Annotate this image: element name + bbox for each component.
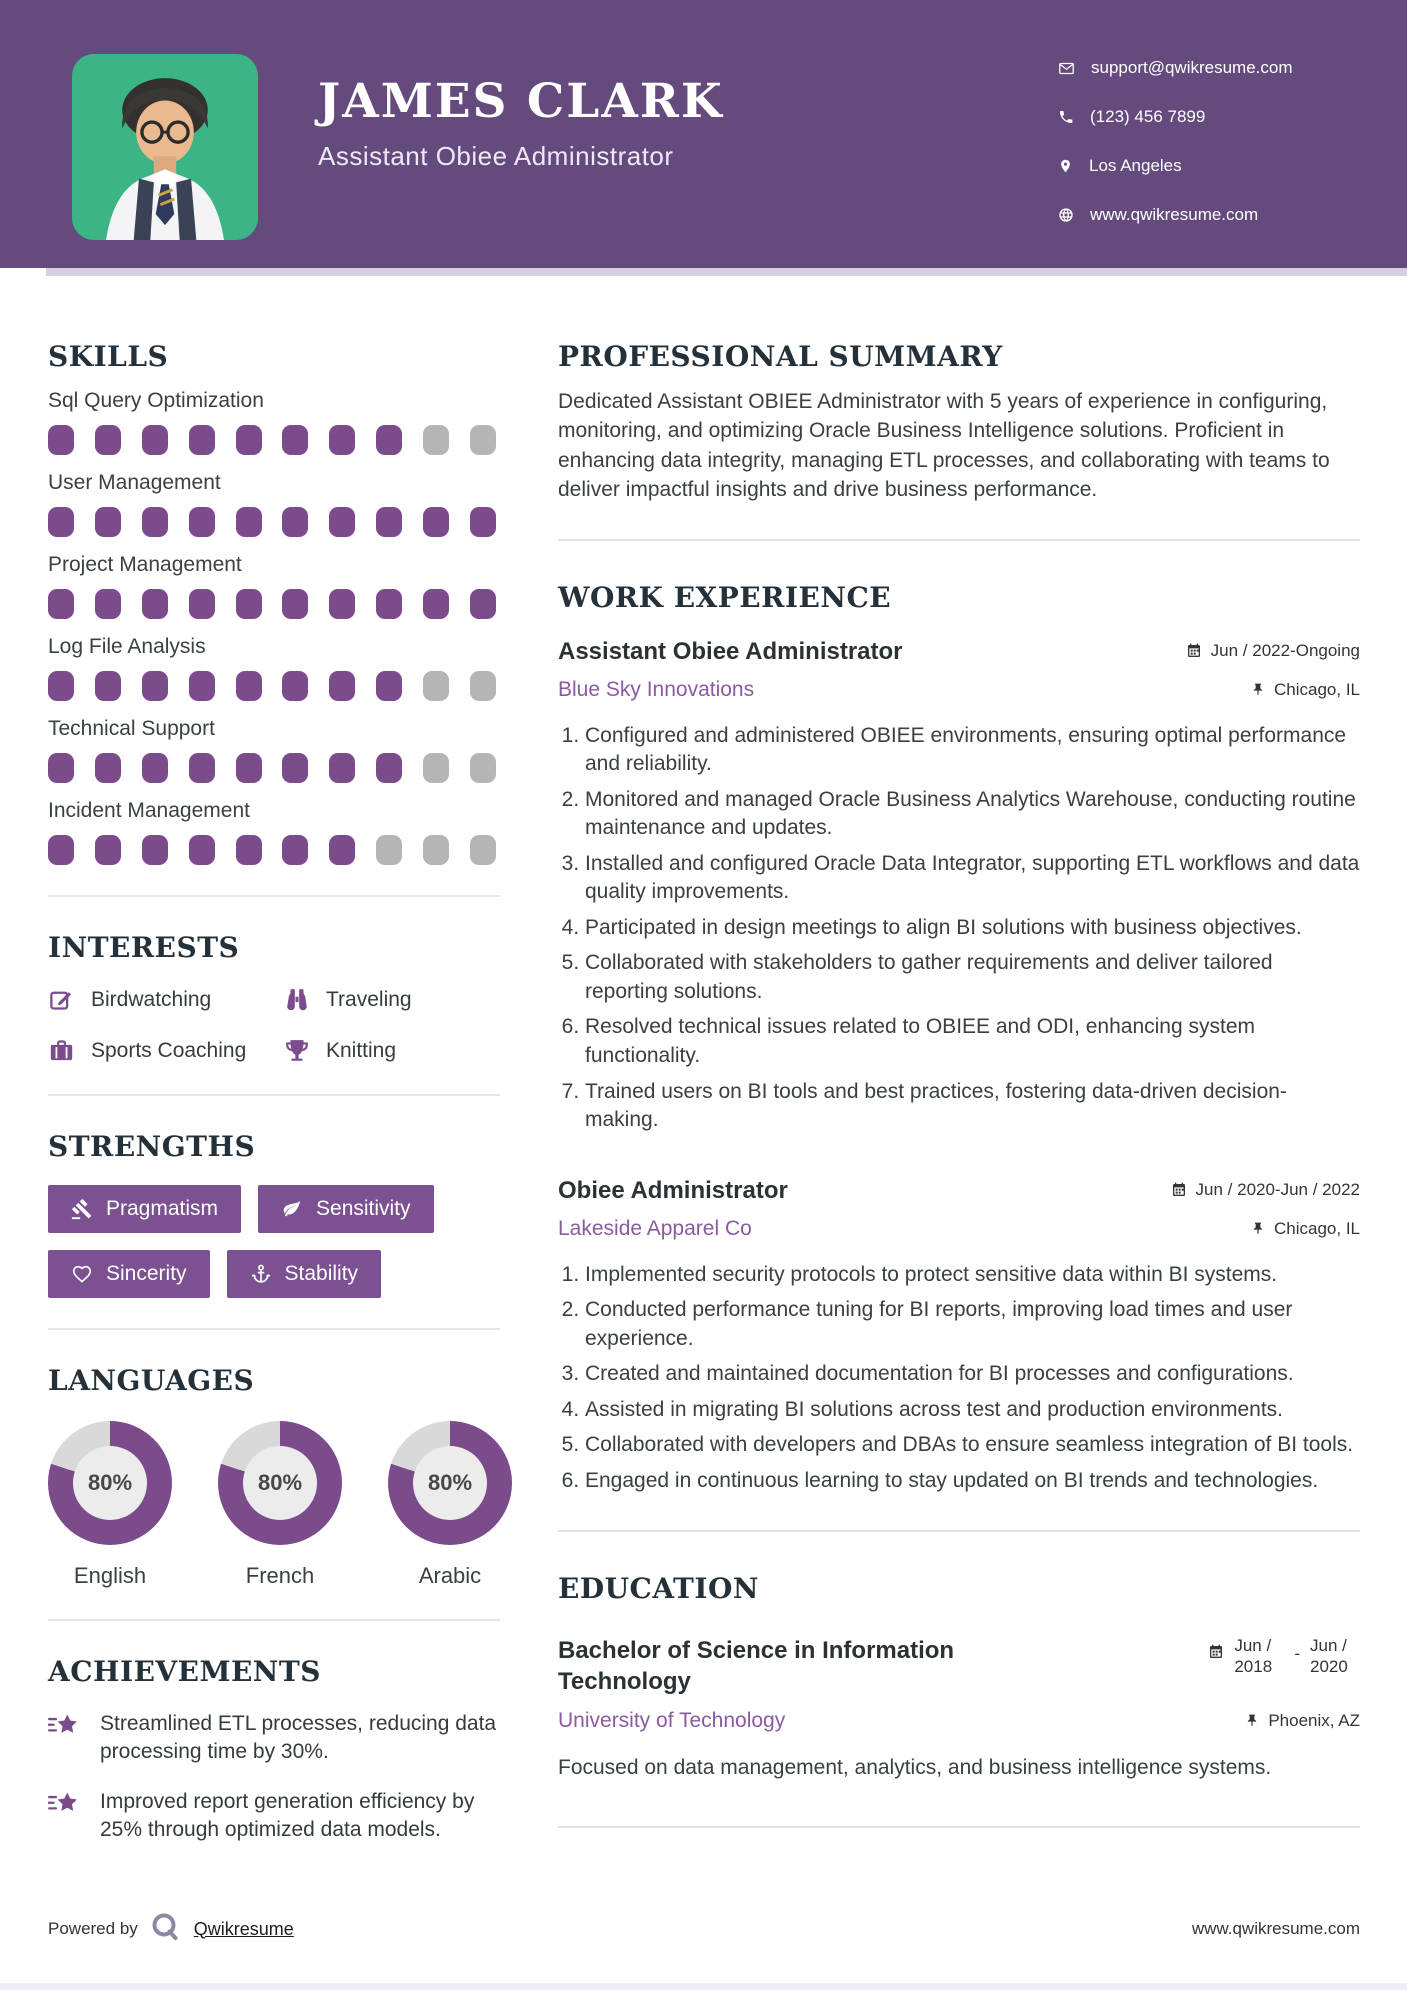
- skills-heading: SKILLS: [48, 340, 169, 373]
- education-dates: [1208, 1635, 1360, 1678]
- bullet-item: 1. Configured and administered OBIEE environments, ensuring optimal performance and reliability.: [585, 722, 1360, 779]
- skill-dot-empty: [423, 671, 449, 701]
- skill-dot-filled: [48, 671, 74, 701]
- interest-label: Traveling: [326, 987, 412, 1011]
- header-band: [0, 0, 1407, 268]
- skill-row: [48, 389, 500, 455]
- skill-dot-filled: [329, 671, 355, 701]
- shooting-star-icon: [48, 1712, 82, 1742]
- skill-dot-filled: [236, 671, 262, 701]
- language-percent: 80%: [243, 1446, 317, 1520]
- skill-rating: [48, 753, 496, 783]
- achievement-text: Streamlined ETL processes, reducing data processing time by 30%.: [100, 1712, 497, 1763]
- skill-dot-filled: [48, 753, 74, 783]
- skill-dot-filled: [282, 589, 308, 619]
- skill-row: [48, 553, 500, 619]
- calendar-icon: [1186, 643, 1202, 659]
- bullet-item: 4. Assisted in migrating BI solutions across test and production environments.: [585, 1396, 1360, 1425]
- interest-item: [48, 1037, 284, 1064]
- leaf-icon: [281, 1198, 303, 1220]
- skill-dot-filled: [142, 425, 168, 455]
- job-location: [1251, 1219, 1360, 1239]
- language-label: English: [73, 1563, 147, 1588]
- interests-list: [48, 986, 500, 1064]
- contact-location: [1058, 156, 1293, 176]
- qwikresume-logo: [150, 1912, 182, 1946]
- strength-pill: [48, 1250, 210, 1298]
- interest-label: Knitting: [326, 1038, 397, 1062]
- skill-dot-filled: [142, 507, 168, 537]
- person-name: JAMES CLARK: [318, 74, 724, 129]
- education-location-text: Phoenix, AZ: [1268, 1710, 1360, 1730]
- bullet-item: 6. Resolved technical issues related to OBIEE and ODI, enhancing system functionality.: [585, 1013, 1360, 1070]
- interests-heading: INTERESTS: [48, 931, 240, 964]
- skill-dot-filled: [329, 507, 355, 537]
- skill-dot-filled: [95, 425, 121, 455]
- pushpin-icon: [1251, 682, 1265, 697]
- language-donut: [218, 1421, 342, 1545]
- strength-pill: [48, 1185, 241, 1233]
- skill-dot-filled: [282, 425, 308, 455]
- briefcase-icon: [48, 1037, 75, 1064]
- skill-dot-empty: [470, 753, 496, 783]
- section-divider: [48, 895, 500, 897]
- pushpin-icon: [1245, 1713, 1259, 1728]
- skill-label: Log File Analysis: [48, 635, 206, 658]
- skill-dot-filled: [236, 507, 262, 537]
- skill-row: [48, 635, 500, 701]
- education-end-date: Jun / 2020: [1310, 1635, 1348, 1676]
- main-column: [558, 340, 1360, 1868]
- skill-dot-filled: [95, 753, 121, 783]
- job-bullet-list: [558, 722, 1360, 1135]
- skill-dot-filled: [423, 589, 449, 619]
- language-donut: [388, 1421, 512, 1545]
- skill-dot-filled: [236, 835, 262, 865]
- gavel-icon: [71, 1198, 93, 1220]
- skills-list: [48, 389, 500, 865]
- education-location: [1245, 1711, 1360, 1731]
- skill-label: Project Management: [48, 553, 242, 576]
- strengths-list: [48, 1185, 500, 1298]
- job-date-text: Jun / 2022-Ongoing: [1210, 640, 1360, 660]
- location-icon: [1058, 158, 1073, 174]
- skill-dot-filled: [142, 671, 168, 701]
- contact-location-text: Los Angeles: [1089, 156, 1182, 175]
- skill-dot-filled: [282, 753, 308, 783]
- bullet-item: 6. Engaged in continuous learning to stay updated on BI trends and technologies.: [585, 1467, 1360, 1496]
- header-underline: [46, 268, 1407, 276]
- strength-label: Pragmatism: [106, 1197, 219, 1220]
- skill-dot-filled: [95, 671, 121, 701]
- skill-row: [48, 471, 500, 537]
- contact-website: [1058, 205, 1293, 225]
- trophy-icon: [284, 1038, 310, 1064]
- contact-list: [1058, 58, 1293, 225]
- skill-dot-filled: [48, 589, 74, 619]
- skill-dot-filled: [376, 753, 402, 783]
- strength-label: Sensitivity: [316, 1197, 411, 1220]
- skill-label: Technical Support: [48, 717, 215, 740]
- skill-rating: [48, 835, 496, 865]
- job-date: [1186, 641, 1360, 661]
- contact-email: [1058, 58, 1293, 78]
- binoculars-icon: [284, 987, 310, 1013]
- degree-title: Bachelor of Science in Information Technology: [558, 1636, 955, 1695]
- skill-row: [48, 799, 500, 865]
- skill-dot-filled: [376, 507, 402, 537]
- education-start-date: Jun / 2018: [1234, 1635, 1273, 1676]
- job-location: [1251, 680, 1360, 700]
- anchor-icon: [250, 1263, 272, 1285]
- summary-heading: PROFESSIONAL SUMMARY: [558, 340, 1003, 373]
- skill-dot-empty: [470, 671, 496, 701]
- sidebar: [48, 340, 500, 1868]
- skill-dot-filled: [48, 835, 74, 865]
- strength-pill: [258, 1185, 434, 1233]
- job-location-text: Chicago, IL: [1274, 679, 1360, 699]
- skill-dot-filled: [48, 425, 74, 455]
- page-bottom-strip: [0, 1983, 1407, 1990]
- skill-dot-filled: [189, 507, 215, 537]
- date-separator: -: [1294, 1643, 1300, 1663]
- powered-by-label: Powered by: [48, 1919, 138, 1938]
- job-location-text: Chicago, IL: [1274, 1218, 1360, 1238]
- section-divider: [48, 1328, 500, 1330]
- languages-heading: LANGUAGES: [48, 1364, 255, 1397]
- interest-item: [284, 986, 500, 1013]
- education-heading: EDUCATION: [558, 1571, 759, 1605]
- achievement-text: Improved report generation efficiency by 25% through optimized data models.: [100, 1789, 475, 1841]
- achievement-item: [48, 1710, 500, 1766]
- job-entry: [558, 638, 1360, 1135]
- company-name: Blue Sky Innovations: [558, 677, 755, 701]
- profile-photo: [72, 54, 258, 240]
- language-donut: [48, 1421, 172, 1545]
- job-bullet-list: [558, 1261, 1360, 1496]
- strength-pill: [227, 1250, 382, 1298]
- language-item: [218, 1421, 342, 1589]
- bullet-item: 3. Created and maintained documentation for BI processes and configurations.: [585, 1360, 1360, 1389]
- language-label: Arabic: [418, 1563, 482, 1588]
- language-percent: 80%: [413, 1446, 487, 1520]
- skill-dot-filled: [329, 753, 355, 783]
- skill-dot-filled: [189, 835, 215, 865]
- skill-dot-filled: [282, 507, 308, 537]
- company-name: Lakeside Apparel Co: [558, 1216, 752, 1240]
- education-entry: [558, 1635, 1360, 1697]
- skill-dot-filled: [470, 589, 496, 619]
- skill-dot-filled: [189, 671, 215, 701]
- skill-dot-filled: [236, 753, 262, 783]
- school-name: University of Technology: [558, 1708, 786, 1732]
- calendar-icon: [1208, 1644, 1224, 1660]
- language-percent: 80%: [73, 1446, 147, 1520]
- interest-item: [284, 1037, 500, 1064]
- skill-dot-empty: [423, 835, 449, 865]
- section-divider: [558, 1826, 1360, 1828]
- skill-dot-filled: [95, 835, 121, 865]
- edit-pencil-icon: [48, 986, 75, 1013]
- skill-dot-filled: [95, 507, 121, 537]
- skill-dot-filled: [329, 425, 355, 455]
- skill-dot-filled: [376, 589, 402, 619]
- achievements-list: [48, 1710, 500, 1844]
- bullet-item: 5. Collaborated with developers and DBAs to ensure seamless integration of BI tools.: [585, 1431, 1360, 1460]
- skill-dot-filled: [48, 507, 74, 537]
- skill-dot-filled: [470, 507, 496, 537]
- skill-dot-filled: [189, 589, 215, 619]
- job-date-text: Jun / 2020-Jun / 2022: [1195, 1179, 1360, 1199]
- skill-rating: [48, 507, 496, 537]
- languages-list: [48, 1421, 500, 1589]
- skill-dot-empty: [470, 835, 496, 865]
- section-divider: [558, 539, 1360, 541]
- skill-dot-filled: [282, 671, 308, 701]
- skill-dot-empty: [423, 425, 449, 455]
- skill-dot-empty: [470, 425, 496, 455]
- footer-url: www.qwikresume.com: [1191, 1919, 1360, 1938]
- bullet-item: 3. Installed and configured Oracle Data Integrator, supporting ETL workflows and data quality improvements.: [585, 850, 1360, 907]
- skill-dot-filled: [142, 753, 168, 783]
- skill-label: Sql Query Optimization: [48, 389, 264, 412]
- qwikresume-link[interactable]: Qwikresume: [193, 1918, 294, 1939]
- skill-label: User Management: [48, 471, 221, 494]
- skill-label: Incident Management: [48, 799, 250, 822]
- skill-rating: [48, 671, 496, 701]
- bullet-item: 2. Monitored and managed Oracle Business Analytics Warehouse, conducting routine maintenance and updates.: [585, 786, 1360, 843]
- section-divider: [48, 1619, 500, 1621]
- contact-email-text: support@qwikresume.com: [1091, 58, 1293, 77]
- skill-dot-filled: [329, 589, 355, 619]
- skill-dot-filled: [189, 425, 215, 455]
- interest-label: Birdwatching: [91, 987, 212, 1011]
- skill-dot-filled: [189, 753, 215, 783]
- bullet-item: 7. Trained users on BI tools and best practices, fostering data-driven decision-making.: [585, 1078, 1360, 1135]
- language-item: [388, 1421, 512, 1589]
- bullet-item: 4. Participated in design meetings to align BI solutions with business objectives.: [585, 914, 1360, 943]
- pushpin-icon: [1251, 1221, 1265, 1236]
- section-divider: [48, 1094, 500, 1096]
- section-divider: [558, 1530, 1360, 1532]
- language-item: [48, 1421, 172, 1589]
- skill-dot-filled: [282, 835, 308, 865]
- job-date: [1171, 1180, 1360, 1200]
- summary-text: Dedicated Assistant OBIEE Administrator with 5 years of experience in configuring, monitoring, and optimizing Oracle Business Intelligence solutions. Proficient in enhancing data integrity, managing ETL processes, and collaborating with teams to deliver impactful insights and drive business performance.: [558, 390, 1330, 502]
- skill-dot-filled: [236, 589, 262, 619]
- interest-item: [48, 986, 284, 1013]
- achievements-heading: ACHIEVEMENTS: [48, 1655, 321, 1688]
- email-icon: [1058, 60, 1075, 77]
- bullet-item: 1. Implemented security protocols to protect sensitive data within BI systems.: [585, 1261, 1360, 1290]
- skill-dot-filled: [376, 671, 402, 701]
- avatar: [72, 54, 258, 240]
- skill-rating: [48, 425, 496, 455]
- skill-dot-filled: [142, 835, 168, 865]
- language-label: French: [245, 1563, 315, 1588]
- footer: [48, 1912, 1360, 1946]
- interest-label: Sports Coaching: [91, 1038, 247, 1062]
- work-experience-heading: WORK EXPERIENCE: [558, 580, 892, 614]
- skill-rating: [48, 589, 496, 619]
- phone-icon: [1058, 109, 1074, 125]
- person-title: Assistant Obiee Administrator: [318, 141, 674, 171]
- heart-icon: [71, 1263, 93, 1285]
- skill-dot-empty: [376, 835, 402, 865]
- strength-label: Stability: [284, 1262, 359, 1285]
- skill-dot-filled: [329, 835, 355, 865]
- job-title: Assistant Obiee Administrator: [558, 637, 903, 665]
- achievement-item: [48, 1788, 500, 1844]
- bullet-item: 2. Conducted performance tuning for BI reports, improving load times and user experience.: [585, 1296, 1360, 1353]
- skill-dot-filled: [142, 589, 168, 619]
- strengths-heading: STRENGTHS: [48, 1130, 256, 1163]
- globe-icon: [1058, 207, 1074, 223]
- education-note: Focused on data management, analytics, and business intelligence systems.: [558, 1755, 1272, 1779]
- skill-dot-filled: [423, 507, 449, 537]
- contact-phone: [1058, 107, 1293, 127]
- skill-row: [48, 717, 500, 783]
- skill-dot-filled: [376, 425, 402, 455]
- job-entry: [558, 1177, 1360, 1496]
- job-title: Obiee Administrator: [558, 1176, 788, 1204]
- shooting-star-icon: [48, 1790, 82, 1820]
- calendar-icon: [1171, 1182, 1187, 1198]
- skill-dot-filled: [236, 425, 262, 455]
- contact-website-text: www.qwikresume.com: [1090, 205, 1259, 224]
- strength-label: Sincerity: [106, 1262, 187, 1285]
- bullet-item: 5. Collaborated with stakeholders to gather requirements and deliver tailored reporting solutions.: [585, 949, 1360, 1006]
- contact-phone-text: (123) 456 7899: [1090, 107, 1206, 126]
- skill-dot-filled: [95, 589, 121, 619]
- skill-dot-empty: [423, 753, 449, 783]
